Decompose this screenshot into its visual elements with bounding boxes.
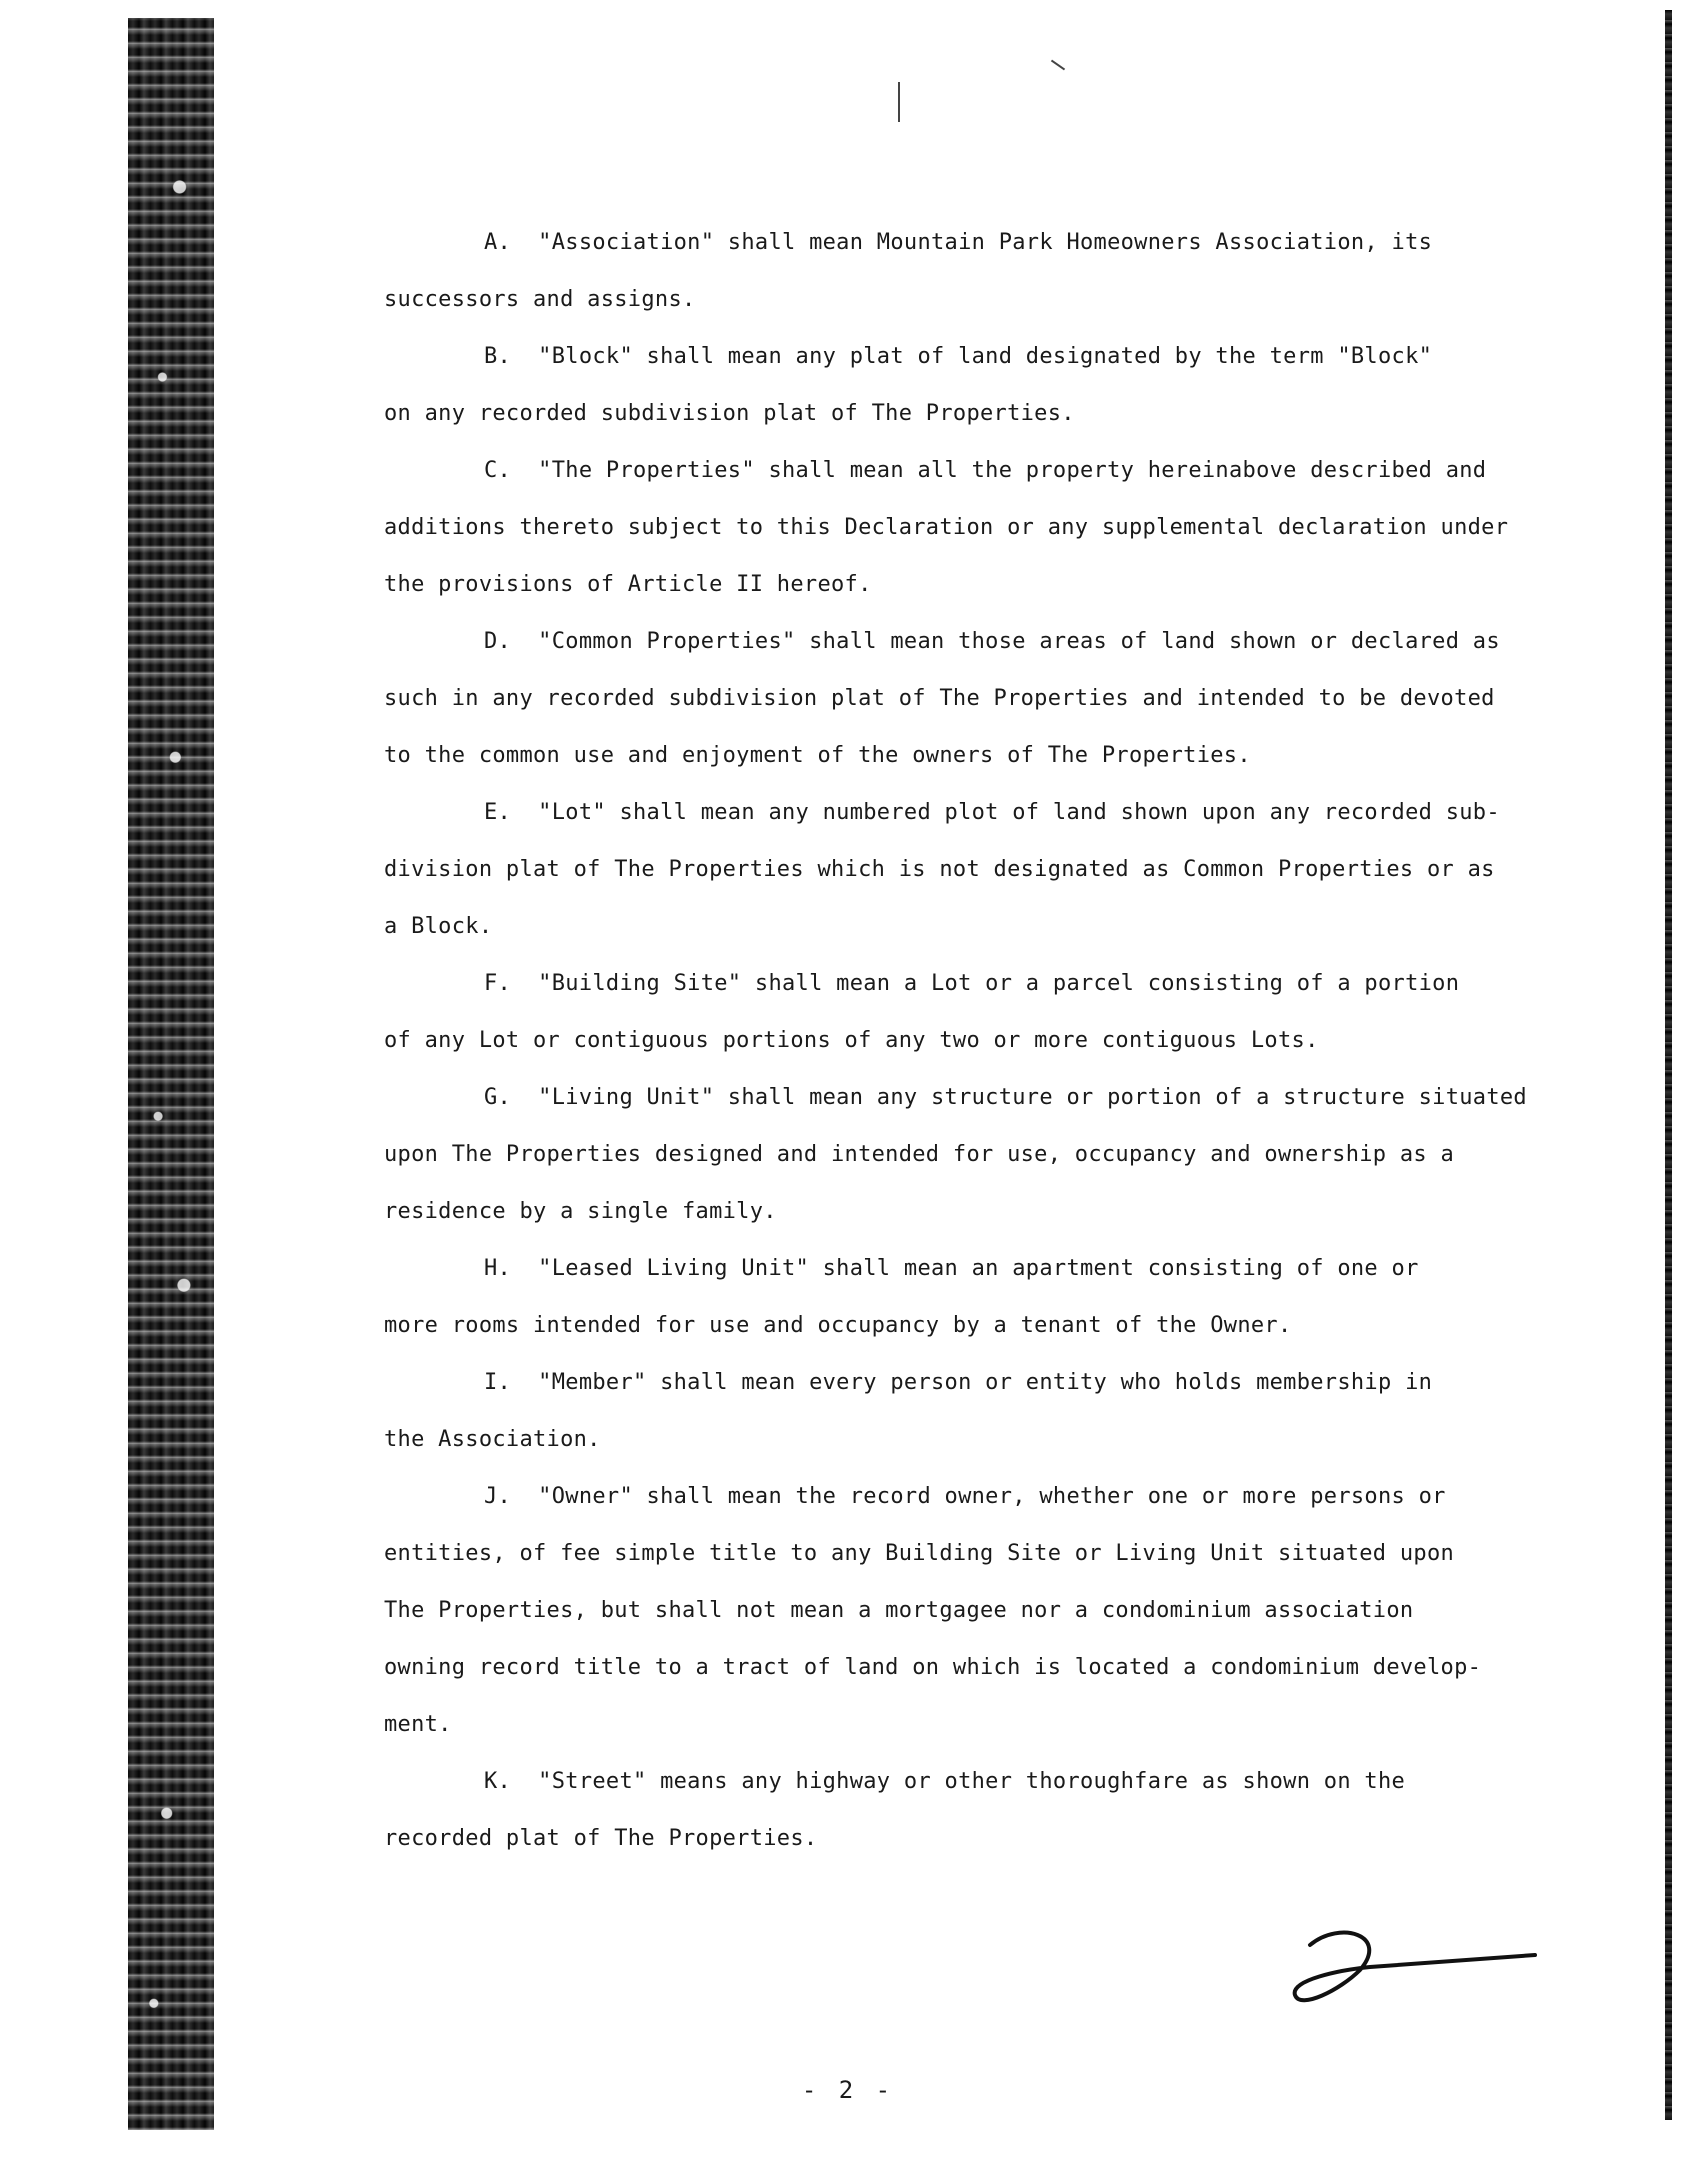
text-line: the Association. [384,1427,601,1452]
text-line: the provisions of Article II hereof. [384,572,872,597]
text-line: E. "Lot" shall mean any numbered plot of land shown upon any recorded sub- [484,800,1500,825]
page-number: - 2 - [801,2076,895,2104]
binding-strip [128,18,214,2130]
text-line: A. "Association" shall mean Mountain Park Homeowners Association, its [484,230,1433,255]
text-line: successors and assigns. [384,287,696,312]
stray-mark [898,82,900,122]
definition-c [384,442,1584,613]
definition-i [384,1354,1584,1468]
text-line: C. "The Properties" shall mean all the property hereinabove described and [484,458,1487,483]
stray-mark [1051,60,1065,71]
definition-h [384,1240,1584,1354]
page-edge-shadow [1665,10,1672,2120]
text-line: J. "Owner" shall mean the record owner, whether one or more persons or [484,1484,1446,1509]
definition-k [384,1753,1584,1867]
definition-b [384,328,1584,442]
definition-j [384,1468,1584,1753]
text-line: G. "Living Unit" shall mean any structure or portion of a structure situated [484,1085,1527,1110]
definition-a [384,214,1584,328]
text-line: B. "Block" shall mean any plat of land designated by the term "Block" [484,344,1433,369]
text-line: recorded plat of The Properties. [384,1826,818,1851]
text-line: I. "Member" shall mean every person or entity who holds membership in [484,1370,1433,1395]
text-line: such in any recorded subdivision plat of The Properties and intended to be devoted [384,686,1495,711]
text-line: of any Lot or contiguous portions of any two or more contiguous Lots. [384,1028,1319,1053]
text-line: on any recorded subdivision plat of The Properties. [384,401,1075,426]
text-line: entities, of fee simple title to any Building Site or Living Unit situated upon [384,1541,1455,1566]
text-line: division plat of The Properties which is not designated as Common Properties or as [384,857,1495,882]
definition-e [384,784,1584,955]
text-line: a Block. [384,914,493,939]
definitions-list [384,214,1584,1867]
text-line: owning record title to a tract of land on which is located a condominium develop- [384,1655,1482,1680]
text-line: upon The Properties designed and intended for use, occupancy and ownership as a [384,1142,1455,1167]
text-line: ment. [384,1712,452,1737]
text-line: D. "Common Properties" shall mean those areas of land shown or declared as [484,629,1500,654]
text-line: more rooms intended for use and occupancy by a tenant of the Owner. [384,1313,1292,1338]
text-line: additions thereto subject to this Declaration or any supplemental declaration under [384,515,1509,540]
text-line: to the common use and enjoyment of the owners of The Properties. [384,743,1251,768]
text-line: H. "Leased Living Unit" shall mean an apartment consisting of one or [484,1256,1419,1281]
handwritten-initials [1280,1915,1550,2025]
text-line: The Properties, but shall not mean a mortgagee nor a condominium association [384,1598,1414,1623]
definition-g [384,1069,1584,1240]
text-line: F. "Building Site" shall mean a Lot or a parcel consisting of a portion [484,971,1460,996]
text-line: K. "Street" means any highway or other thoroughfare as shown on the [484,1769,1406,1794]
definition-f [384,955,1584,1069]
text-line: residence by a single family. [384,1199,777,1224]
definition-d [384,613,1584,784]
